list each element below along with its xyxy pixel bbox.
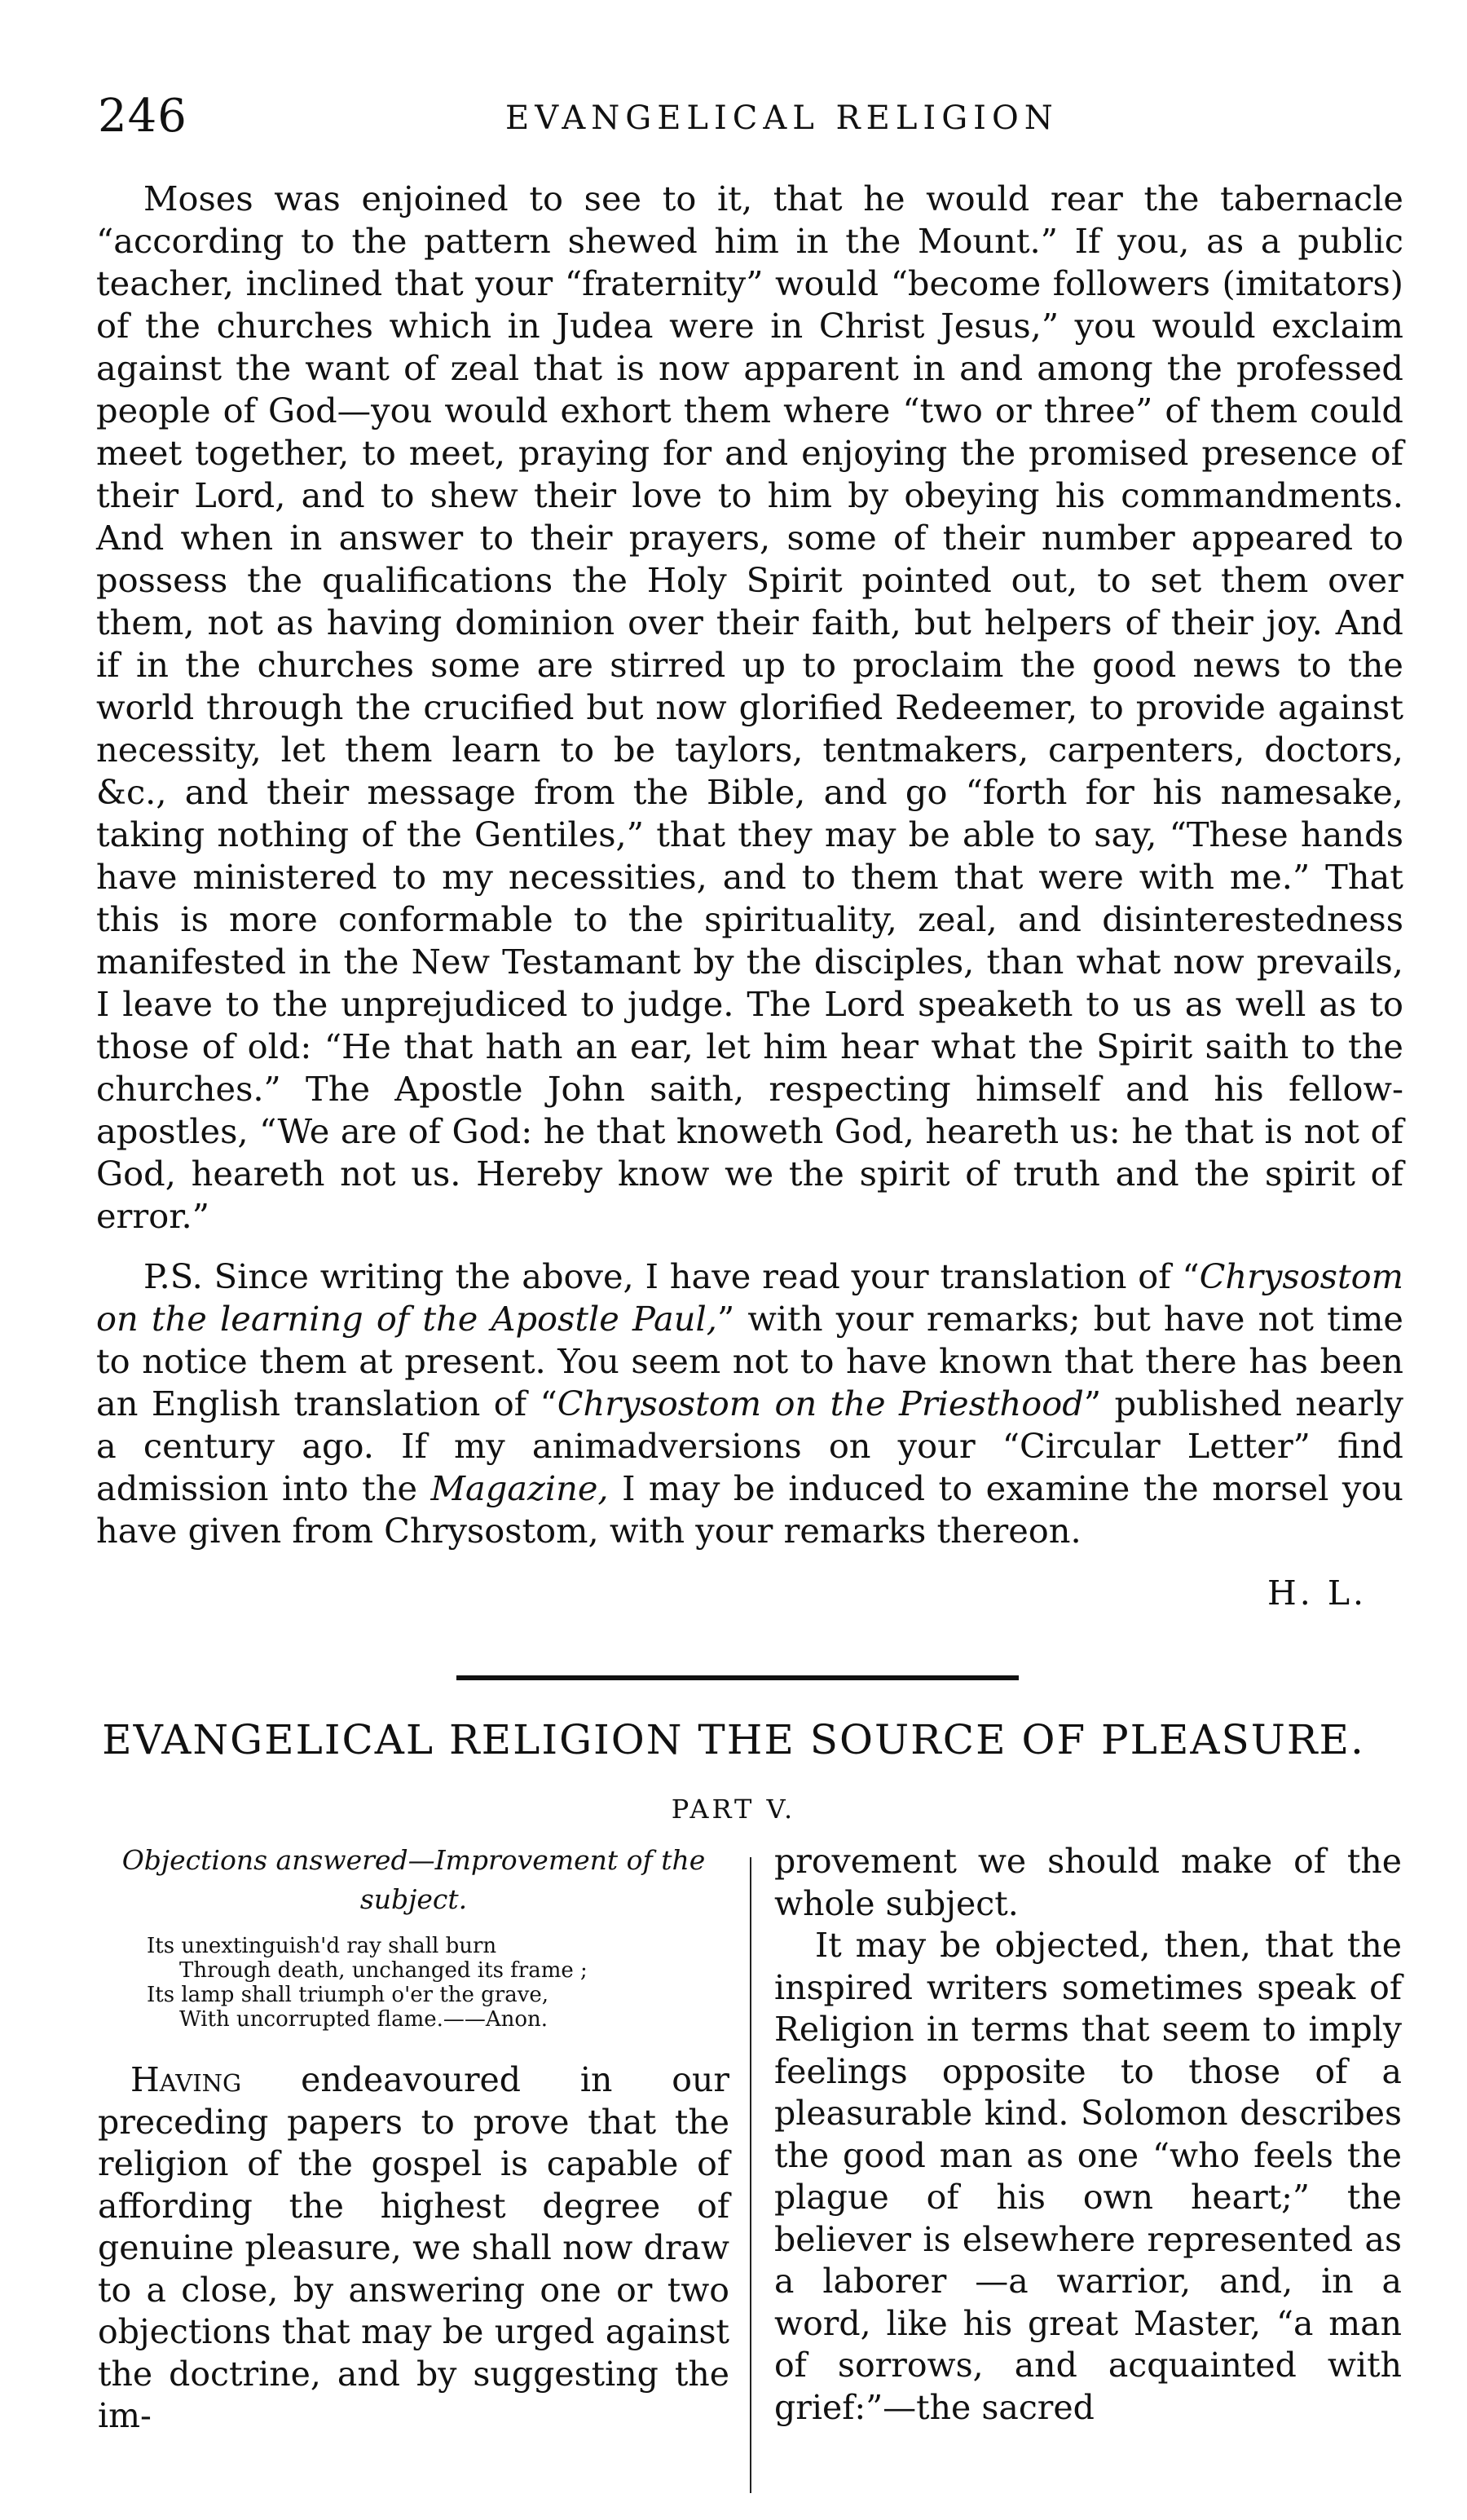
postscript-text: ” with your remarks; but have not time to notice them at present. You seem not to have known that there has been an English translation of “ <box>96 1299 1403 1423</box>
right-column-text-1: provement we should make of the whole subject. <box>774 1842 1402 1923</box>
page-number: 246 <box>98 90 187 143</box>
letter-paragraph: Moses was enjoined to see to it, that he would rear the tabernacle “according to the pattern shewed him in the Mount.” If you, as a public teacher, inclined that your “fraternity” would “become followers (imitators) of the churches which in Judea were in Christ Jesus,” you would exclaim against the want of zeal that is now apparent in and among the professed people of God—you would exhort them where “two or three” of them could meet together, to meet, praying for and enjoying the promised presence of their Lord, and to shew their love to him by obeying his commandments. And when in answer to their prayers, some of their number appeared to possess the qualifications the Holy Spirit pointed out, to set them over them, not as having dominion over their faith, but helpers of their joy. And if in the churches some are stirred up to proclaim the good news to the world through the crucified but now glorified Redeemer, to provide against necessity, let them learn to be taylors, tentmakers, carpenters, doctors, &c., and their message from the Bible, and go “forth for his namesake, taking nothing of the Gentiles,” that they may be able to say, “These hands have ministered to my necessities, and to them that were with me.” That this is more conformable to the spirituality, zeal, and disinterestedness manifested in the New Testamant by the disciples, than what now prevails, I leave to the unprejudiced to judge. The Lord speaketh to us as well as to those of old: “He that hath an ear, let him hear what the Spirit saith to the churches.” The Apostle John saith, respecting himself and his fellow-apostles, “We are of God: he that knoweth God, heareth us: he that is not of God, heareth not us. Hereby know we the spirit of truth and the spirit of error.” <box>96 179 1403 1236</box>
epigraph <box>147 1934 729 2032</box>
epigraph-line: With uncorrupted flame.——Anon. <box>179 2007 548 2032</box>
opening-word: Having <box>130 2060 242 2099</box>
postscript-title-2: Chrysostom on the Priesthood <box>557 1384 1084 1423</box>
column-divider <box>750 1857 751 2493</box>
postscript-text: ” published nearly a century ago. If my animadversions on your “Circular Letter” find admission into the <box>96 1384 1403 1508</box>
postscript-paragraph <box>96 1256 1403 1552</box>
postscript-title-1: Chrysostom on the learning of the Apostle Paul, <box>96 1256 1403 1339</box>
epigraph-line: Its unextinguish'd ray shall burn <box>147 1934 497 1958</box>
running-head: EVANGELICAL RELIGION <box>505 99 1059 137</box>
epigraph-line: Its lamp shall triumph o'er the grave, <box>147 1983 549 2007</box>
postscript-title-3: Magazine, <box>430 1468 609 1508</box>
letter-body <box>96 178 1403 1552</box>
article-subtitle: Objections answered—Improvement of the subject. <box>121 1844 706 1915</box>
left-column-body: endeavoured in our preceding papers to prove that the religion of the gospel is capable of affording the highest degree of genuine pleasure, we shall now draw to a close, by answering one or two objections that may be urged against the doctrine, and by suggesting the im- <box>98 2060 729 2435</box>
right-column-text-2: It may be objected, then, that the inspired writers sometimes speak of Religion in terms that seem to imply feelings opposite to those of a pleasurable kind. Solomon describes the good man as one “who feels the plague of his own heart;” the believer is elsewhere represented as a laborer —a warrior, and, in a word, like his great Master, “a man of sorrows, and acquainted with grief:”—the sacred <box>774 1926 1402 2427</box>
epigraph-line: Through death, unchanged its frame ; <box>179 1958 588 1983</box>
left-column <box>98 1841 729 2438</box>
article-title: EVANGELICAL RELIGION THE SOURCE OF PLEASURE. <box>102 1716 1365 1763</box>
page-header <box>98 90 1402 155</box>
right-column <box>774 1841 1402 2429</box>
letter-signature: H. L. <box>1267 1573 1368 1613</box>
left-column-text <box>98 2059 729 2438</box>
postscript-text: P.S. Since writing the above, I have read your translation of “ <box>143 1256 1200 1296</box>
postscript-text: I may be induced to examine the morsel you have given from Chrysostom, with your remarks thereon. <box>96 1468 1403 1551</box>
section-divider-rule <box>456 1675 1019 1680</box>
article-part: PART V. <box>671 1794 796 1825</box>
